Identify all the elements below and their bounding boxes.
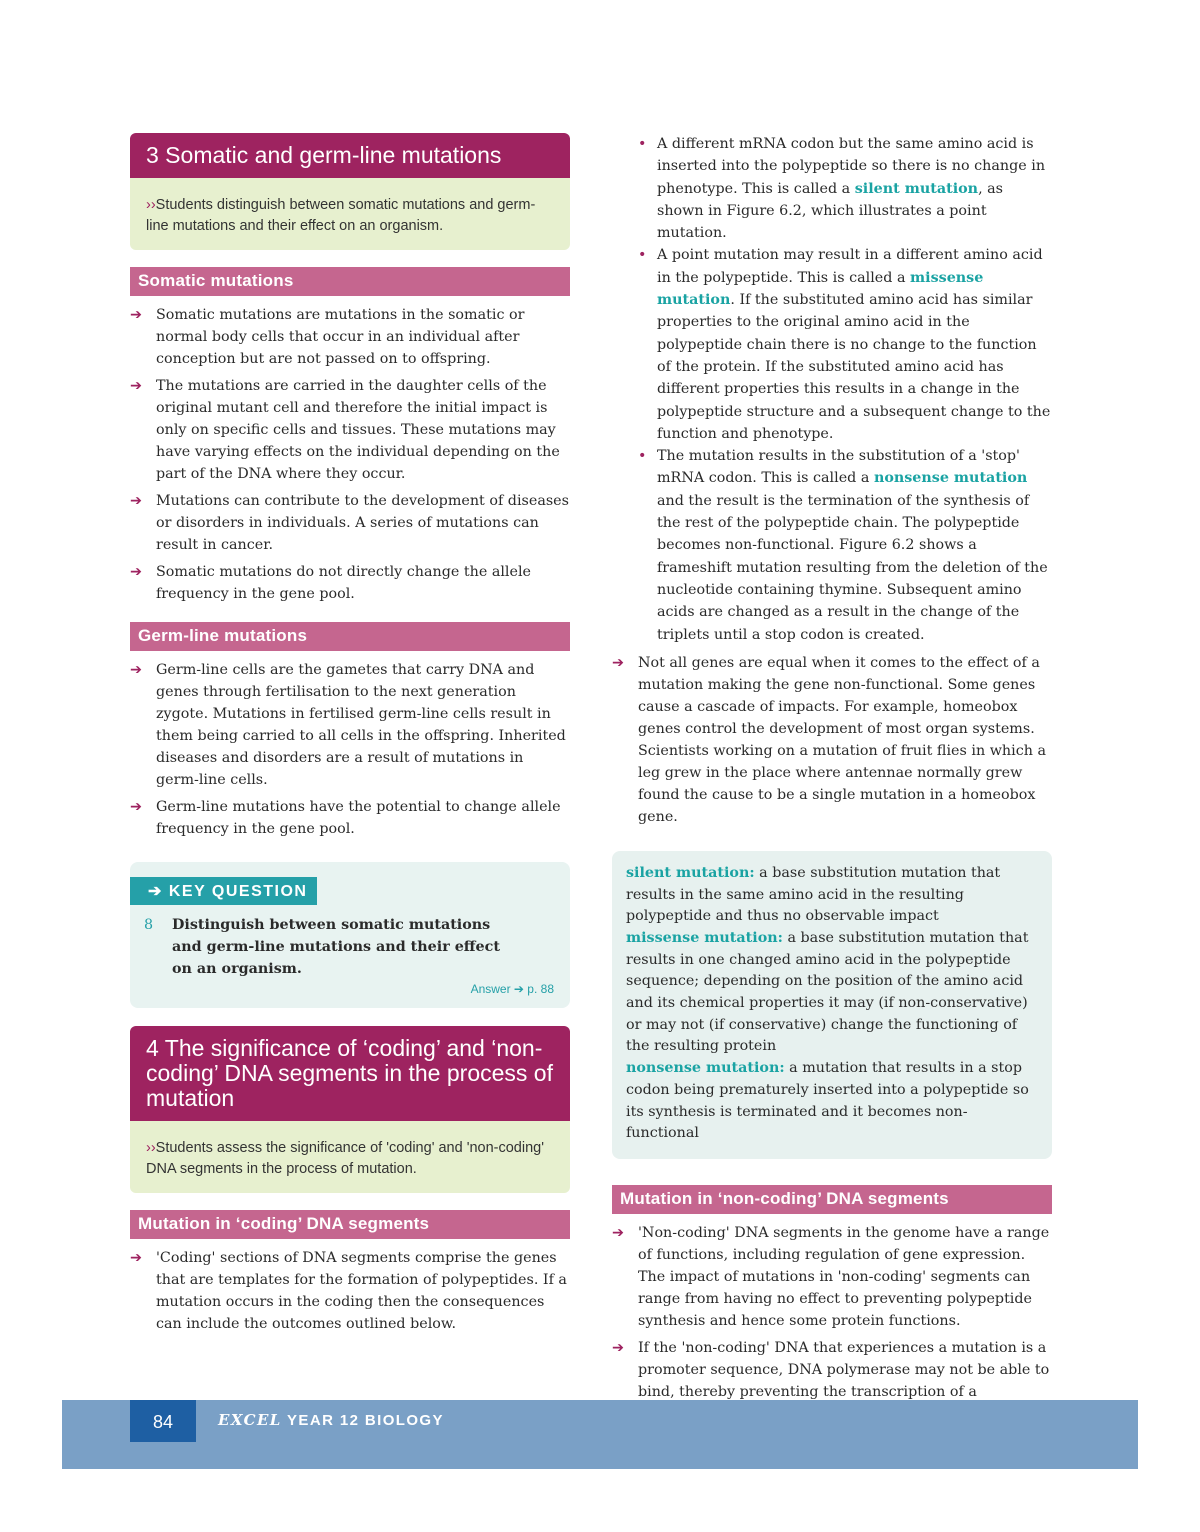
bullet-icon: • — [638, 136, 647, 152]
key-question-label: ➔ KEY QUESTION — [130, 877, 317, 905]
right-column — [612, 133, 1052, 1430]
list-item: • A different mRNA codon but the same amino acid is inserted into the polypeptide so there is no change in phenotype. This is called a silent mutation, as shown in Figure 6.2, which illustrates a point mutation. — [612, 133, 1052, 244]
noncoding-heading: Mutation in ‘non-coding’ DNA segments — [612, 1185, 1052, 1214]
glossary-box — [612, 851, 1052, 1159]
list-item: ➔ Somatic mutations do not directly change the allele frequency in the gene pool. — [130, 561, 570, 605]
mutation-type-list — [612, 133, 1052, 646]
coding-list — [130, 1247, 570, 1335]
book-title: EXCEL YEAR 12 BIOLOGY — [218, 1411, 444, 1429]
list-item: ➔ Somatic mutations are mutations in the somatic or normal body cells that occur in an individual after conception but are not passed on to offspring. — [130, 304, 570, 370]
brand-logo: EXCEL — [218, 1411, 282, 1429]
glossary-entry: missense mutation: a base substitution mutation that results in one changed amino acid in the polypeptide sequence; depending on the position of the amino acid and its chemical properties it may (if non-conservative) or may not (if conservative) change the functioning of the resulting protein — [626, 929, 1029, 1055]
section-3-outcome — [130, 178, 570, 250]
list-item: ➔ If the 'non-coding' DNA that experiences a mutation is a promoter sequence, DNA polymerase may not be able to bind, thereby preventing the transcription of a — [612, 1337, 1052, 1425]
arrow-icon: ➔ — [130, 799, 142, 815]
arrow-icon: ➔ — [130, 307, 142, 323]
noncoding-list — [612, 1222, 1052, 1425]
bullet-icon: • — [638, 448, 647, 465]
section-3-outcome-text: Students distinguish between somatic mutations and germ-line mutations and their effect on an organism. — [146, 197, 536, 234]
chevron-icon: ›› — [146, 197, 156, 213]
homeobox-list — [612, 652, 1052, 828]
germline-heading: Germ-line mutations — [130, 622, 570, 651]
key-question-box — [130, 862, 570, 1008]
left-column — [130, 133, 570, 1340]
arrow-icon: ➔ — [130, 662, 142, 678]
list-item: • The mutation results in the substitution of a 'stop' mRNA codon. This is called a nonsense mutation and the result is the termination of the synthesis of the rest of the polypeptide chain. The polypeptide becomes non-functional. Figure 6.2 shows a frameshift mutation resulting from the deletion of the nucleotide containing thymine. Subsequent amino acids are changed as a result in the change of the triplets until a stop codon is created. — [612, 445, 1052, 646]
list-item: ➔ 'Non-coding' DNA segments in the genome have a range of functions, including regulation of gene expression. The impact of mutations in 'non-coding' segments can range from having no effect to preventing polypeptide synthesis and hence some protein functions. — [612, 1222, 1052, 1332]
arrow-icon: ➔ — [612, 1339, 624, 1356]
glossary-term: missense mutation: — [626, 929, 783, 946]
section-4-outcome — [130, 1121, 570, 1193]
key-question-number: 8 — [144, 917, 154, 933]
key-question-row — [130, 914, 554, 980]
arrow-icon: ➔ — [612, 1224, 624, 1241]
list-item: ➔ Mutations can contribute to the development of diseases or disorders in individuals. A series of mutations can result in cancer. — [130, 490, 570, 556]
arrow-icon: ➔ — [130, 493, 142, 509]
keyword-missense-mutation: missense mutation — [657, 269, 984, 309]
somatic-list — [130, 304, 570, 605]
arrow-icon: ➔ — [612, 654, 624, 671]
section-3-title: 3 Somatic and germ-line mutations — [130, 133, 570, 178]
page-number: 84 — [130, 1400, 196, 1442]
germline-list — [130, 659, 570, 840]
keyword-silent-mutation: silent mutation — [854, 180, 979, 197]
list-item: ➔ 'Coding' sections of DNA segments comprise the genes that are templates for the formation of polypeptides. If a mutation occurs in the coding then the consequences can include the outcomes outlined below. — [130, 1247, 570, 1335]
list-item: ➔ Germ-line mutations have the potential to change allele frequency in the gene pool. — [130, 796, 570, 840]
glossary-entry: nonsense mutation: a mutation that results in a stop codon being prematurely inserted into a polypeptide so its synthesis is terminated and it becomes non-functional — [626, 1060, 1029, 1142]
coding-heading: Mutation in ‘coding’ DNA segments — [130, 1210, 570, 1239]
list-item: ➔ Not all genes are equal when it comes to the effect of a mutation making the gene non-functional. Some genes cause a cascade of impacts. For example, homeobox genes control the development of most organ systems. Scientists working on a mutation of fruit flies in which a leg grew in the place where antennae normally grew found the cause to be a single mutation in a homeobox gene. — [612, 652, 1052, 828]
glossary-term: nonsense mutation: — [626, 1060, 785, 1077]
answer-link[interactable]: Answer ➔ p. 88 — [470, 982, 554, 996]
glossary-term: silent mutation: — [626, 864, 755, 881]
arrow-icon: ➔ — [130, 564, 142, 580]
keyword-nonsense-mutation: nonsense mutation — [873, 470, 1028, 487]
list-item: ➔ Germ-line cells are the gametes that carry DNA and genes through fertilisation to the next generation zygote. Mutations in fertilised germ-line cells result in them being carried to all cells in the offspring. Inherited diseases and disorders are a result of mutations in germ-line cells. — [130, 659, 570, 791]
key-question-text: Distinguish between somatic mutations and germ-line mutations and their effect on an organism. — [172, 917, 500, 977]
list-item: ➔ The mutations are carried in the daughter cells of the original mutant cell and therefore the initial impact is only on specific cells and tissues. These mutations may have varying effects on the individual depending on the part of the DNA where they occur. — [130, 375, 570, 485]
somatic-heading: Somatic mutations — [130, 267, 570, 296]
list-item: • A point mutation may result in a different amino acid in the polypeptide. This is called a missense mutation. If the substituted amino acid has similar properties to the original amino acid in the polypeptide chain there is no change to the function of the protein. If the substituted amino acid has different properties this results in a change in the polypeptide structure and a subsequent change to the function and phenotype. — [612, 244, 1052, 445]
page-footer — [62, 1400, 1138, 1469]
chevron-icon: ›› — [146, 1140, 156, 1156]
glossary-entry: silent mutation: a base substitution mutation that results in the same amino acid in the resulting polypeptide and thus no observable impact — [626, 864, 1001, 925]
section-4-outcome-text: Students assess the significance of 'coding' and 'non-coding' DNA segments in the process of mutation. — [146, 1140, 544, 1177]
section-4-title: 4 The significance of ‘coding’ and ‘non-coding’ DNA segments in the process of mutation — [130, 1026, 570, 1121]
arrow-icon: ➔ — [130, 1250, 142, 1266]
arrow-icon: ➔ — [130, 378, 142, 394]
bullet-icon: • — [638, 247, 647, 264]
